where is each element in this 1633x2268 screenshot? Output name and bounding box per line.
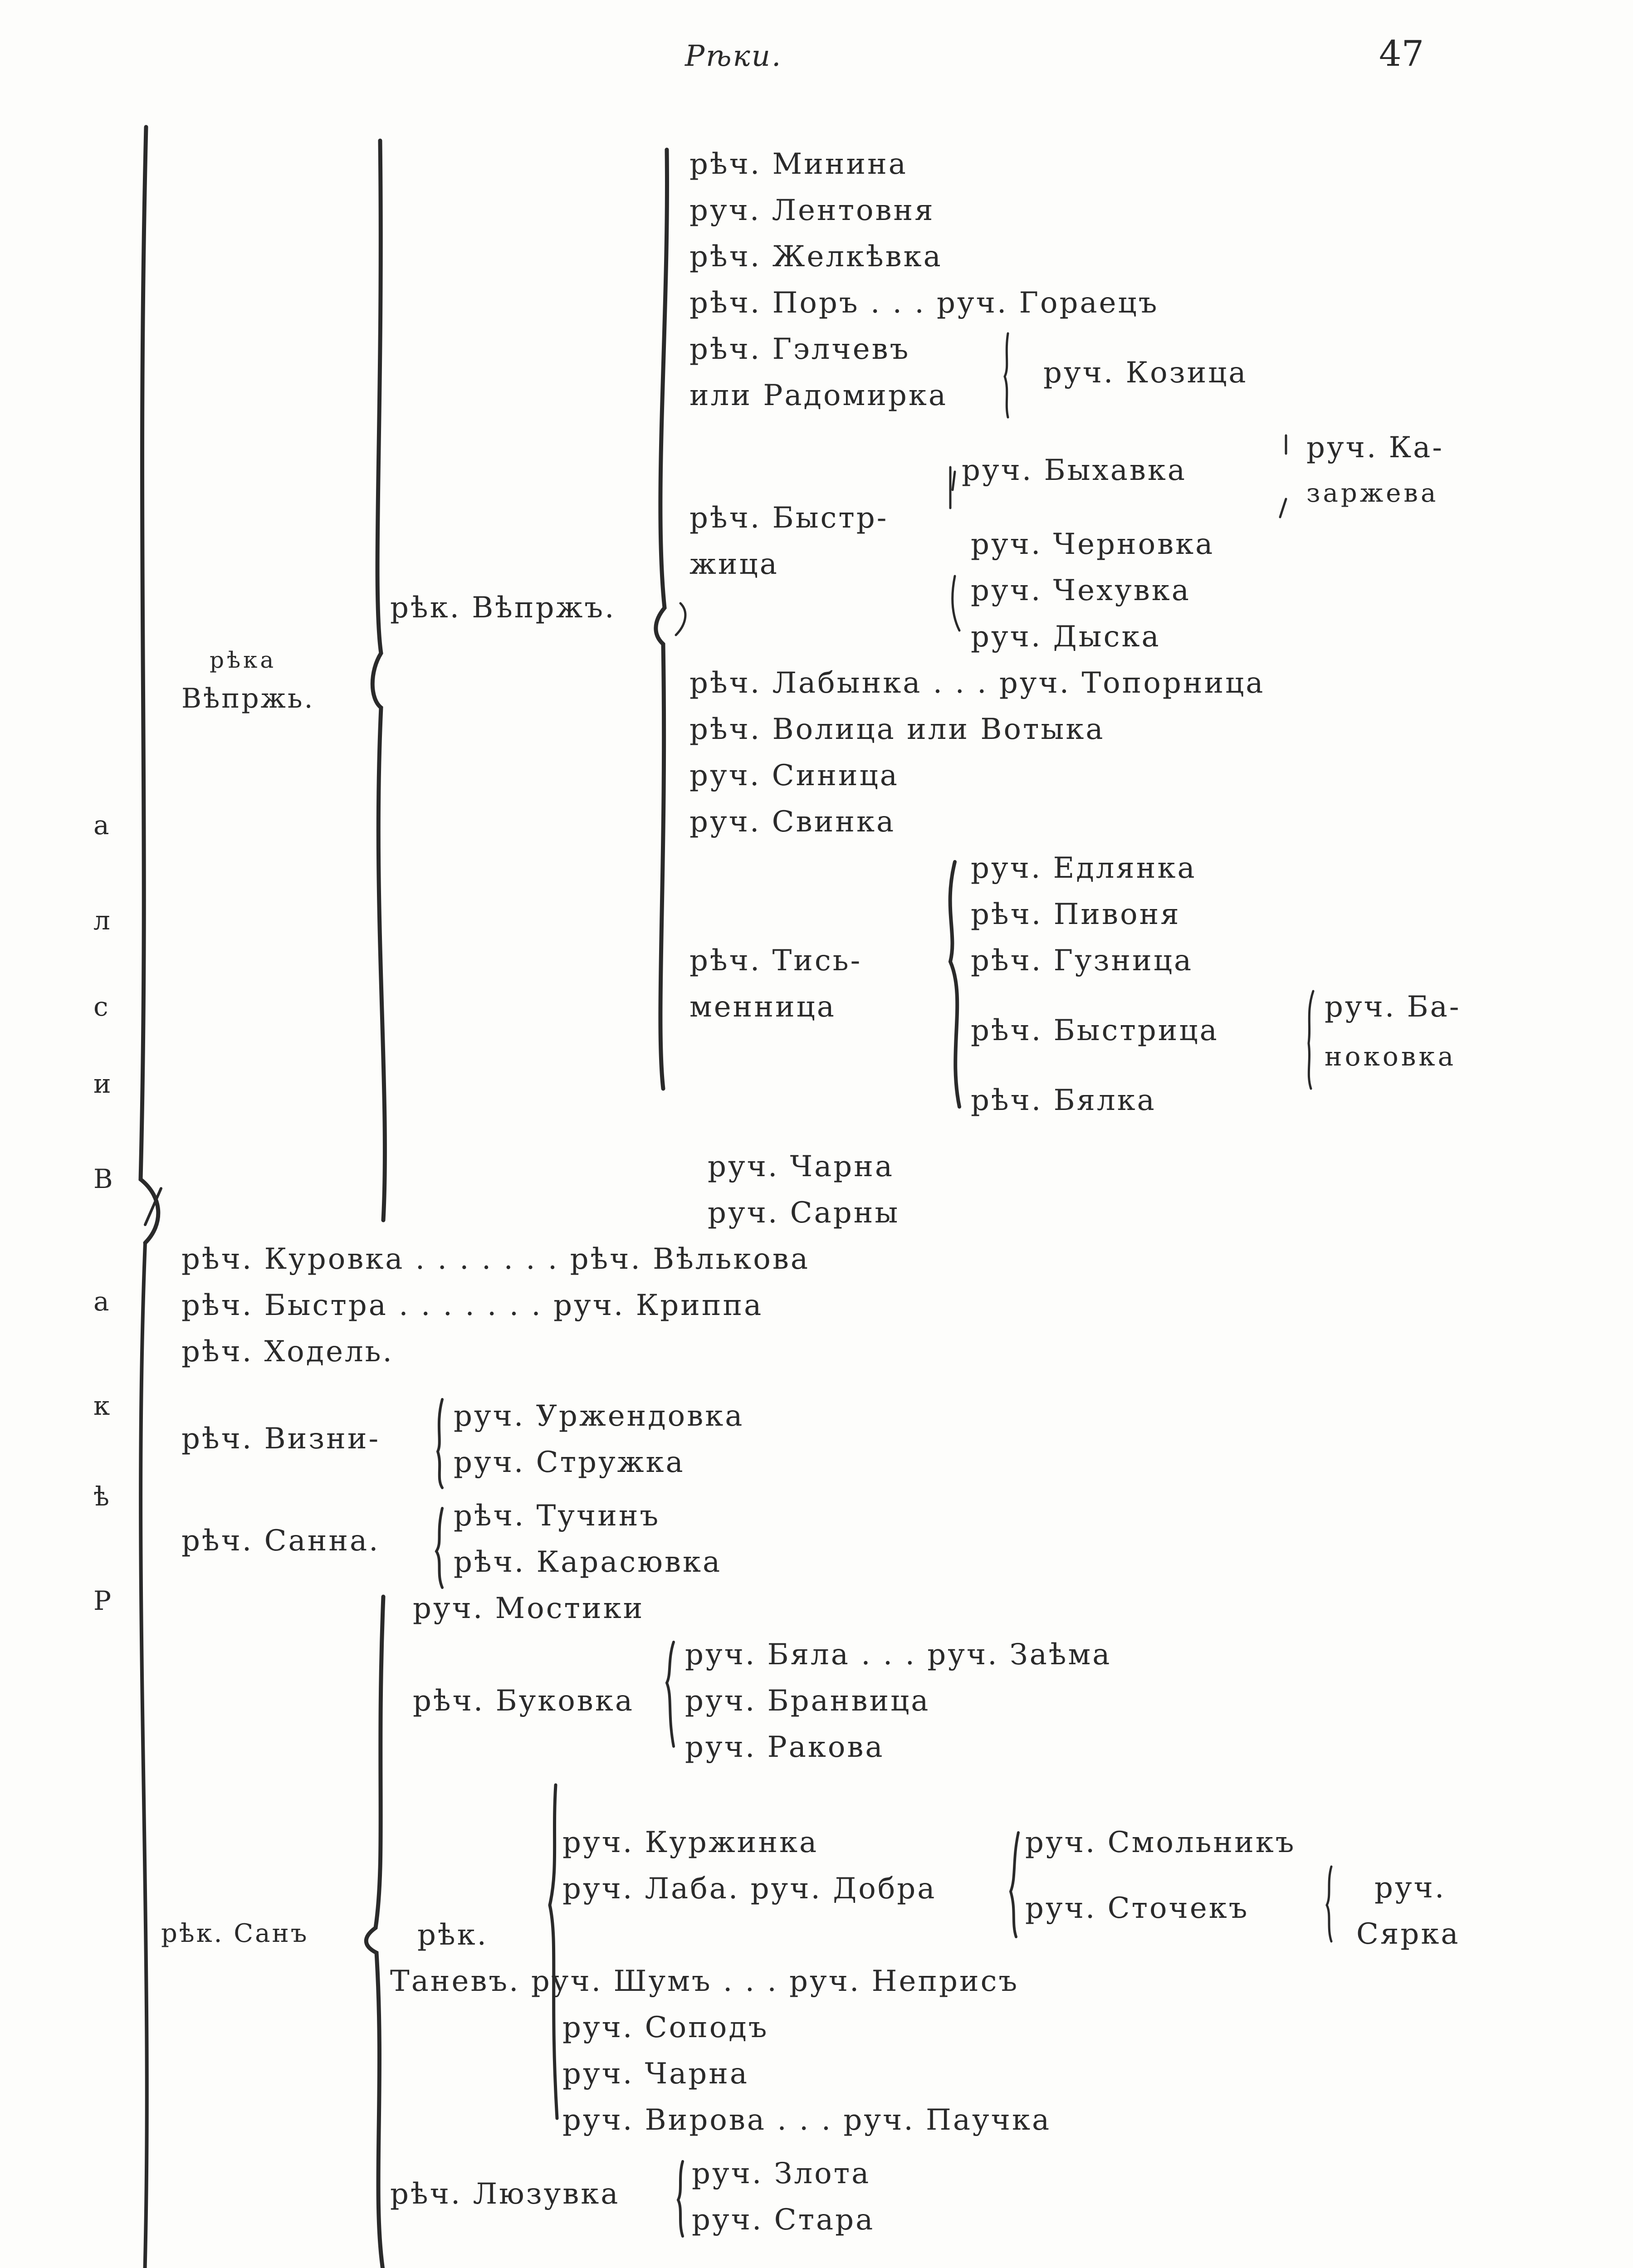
river-row: рѣч. Санна. [181,1524,380,1558]
tributary: руч. Свинка [689,805,896,839]
river-row: рѣч. Визни- [181,1422,381,1456]
river-row: рѣч. Карасювка [454,1545,722,1579]
vertical-title-letter: Р [93,1585,112,1616]
tributary: руч. Быхавка [962,454,1187,487]
tributary: руч. Соподъ [562,2011,769,2044]
tributary: руч. Синица [689,759,899,792]
tributary: рѣч. Быстр- [689,501,889,535]
tributary: рѣч. Лабынка . . . руч. Топорница [689,666,1265,700]
tributary: руч. Ка- [1306,431,1444,464]
tributary: рѣч. Минина [689,147,908,181]
vertical-title-letter: а [93,1286,109,1317]
river-row: руч. Стружка [454,1446,685,1479]
tributary: руч. Ракова [685,1730,885,1764]
tributary: рѣч. Буковка [413,1684,634,1718]
tributary: рѣч. Тись- [689,944,862,978]
river-row: рѣч. Быстра . . . . . . . руч. Криппа [181,1289,763,1322]
river-row: рѣч. Куровка . . . . . . . рѣч. Вѣлькова [181,1242,810,1276]
river-row: рѣч. Тучинъ [454,1499,660,1533]
tributary: руч. Куржинка [562,1826,819,1859]
tributary: рѣч. Быстрица [971,1014,1219,1047]
vertical-title-letter: к [93,1390,110,1421]
tributary: руч. Смольникъ [1025,1826,1296,1859]
tributary: Сярка [1356,1917,1460,1951]
river-san-label: рѣк. Санъ [161,1919,309,1948]
vertical-title-letter: а [93,810,109,841]
tributary: руч. Злота [692,2157,871,2190]
tributary: руч. Ба- [1325,990,1461,1024]
tributary: Таневъ. руч. Шумъ . . . руч. Неприсъ [390,1965,1019,1998]
tributary: рѣч. Пивоня [971,898,1181,931]
tributary: руч. Козица [1043,356,1248,390]
tributary: рѣч. Желкѣвка [689,240,943,274]
tributary: руч. Сарны [708,1196,900,1230]
river-veprzh-name: Вѣпржь. [181,683,315,714]
tributary: руч. Сточекъ [1025,1892,1249,1925]
page-header: Рѣки. [685,39,782,73]
tributary: ноковка [1325,1041,1457,1072]
tributary: жица [689,547,779,581]
vertical-title-letter: и [93,1068,111,1099]
tributary: руч. Бяла . . . руч. Заѣма [685,1638,1112,1672]
page-number: 47 [1379,34,1424,74]
river-veprzh-label: рѣка [210,647,277,673]
tributary: рѣк. [417,1918,488,1952]
tributary: менница [689,990,836,1024]
tributary: руч. Черновка [971,528,1215,561]
river-row: руч. Уржендовка [454,1399,744,1433]
tributary: или Радомирка [689,379,948,412]
tributary: руч. Лаба. руч. Добра [562,1872,937,1906]
tributary: руч. Лентовня [689,194,935,227]
tributary: руч. Бранвица [685,1684,930,1718]
tributary: руч. Чарна [562,2057,749,2091]
tributary: руч. Вирова . . . руч. Паучка [562,2103,1051,2137]
vertical-title-letter: В [93,1163,113,1194]
tributary: рѣч. Люзувка [390,2177,620,2211]
tributary: рѣч. Поръ . . . руч. Горaецъ [689,286,1159,320]
tributary: рѣч. Бялка [971,1084,1156,1117]
tributary: руч. [1374,1871,1446,1905]
vertical-title-letter: ѣ [93,1481,109,1512]
vertical-title-letter: с [93,991,108,1022]
tributary: руч. Мостики [413,1592,645,1625]
tributary: руч. Стара [692,2203,875,2237]
tributary: руч. Чехувка [971,574,1191,607]
vertical-title-letter: л [93,905,110,936]
tributary: руч. Едлянка [971,851,1197,885]
tributary: рѣч. Волица или Вотыка [689,713,1105,746]
tributary: руч. Дыска [971,620,1161,654]
tributary: заржева [1306,479,1439,508]
river-veprzh-sub: рѣк. Вѣпржъ. [390,591,616,625]
tributary: руч. Чарна [708,1150,895,1183]
tributary: рѣч. Гузница [971,944,1193,978]
tributary: рѣч. Гэлчевъ [689,332,910,366]
river-row: рѣч. Ходель. [181,1335,394,1369]
